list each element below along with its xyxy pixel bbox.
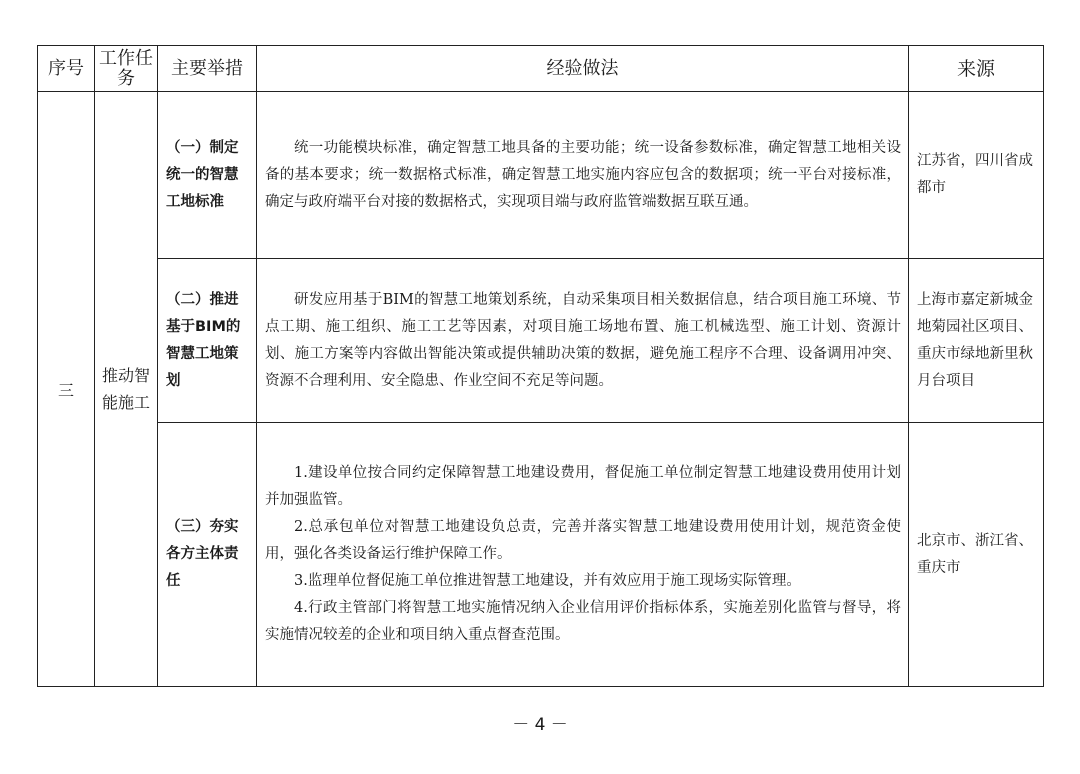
- table-row: [38, 423, 1044, 687]
- measure-cell: （三）夯实各方主体责任: [158, 423, 257, 687]
- source-cell: 上海市嘉定新城金地菊园社区项目、重庆市绿地新里秋月台项目: [909, 259, 1044, 423]
- page-number: － 4 －: [512, 715, 568, 735]
- practice-item-3: 3.监理单位督促施工单位推进智慧工地建设，并有效应用于施工现场实际管理。: [294, 573, 801, 589]
- source-cell: 北京市、浙江省、重庆市: [909, 423, 1044, 687]
- practice-paragraph: 统一功能模块标准，确定智慧工地具备的主要功能；统一设备参数标准，确定智慧工地相关设备的基本要求；统一数据格式标准，确定智慧工地实施内容应包含的数据项；统一平台对接标准，确定与政府端平台对接的数据格式，实现项目端与政府监管端数据互联互通。: [265, 139, 901, 210]
- header-seq: 序号: [38, 46, 95, 92]
- header-measure: 主要举措: [158, 46, 257, 92]
- table-row: [38, 92, 1044, 259]
- experience-table: [37, 45, 1044, 687]
- measure-cell: （二）推进基于BIM的智慧工地策划: [158, 259, 257, 423]
- table-header-row: [38, 46, 1044, 92]
- header-source: 来源: [909, 46, 1044, 92]
- header-task: 工作任务: [95, 46, 158, 92]
- source-cell: 江苏省，四川省成都市: [909, 92, 1044, 259]
- practice-paragraph: 研发应用基于BIM的智慧工地策划系统，自动采集项目相关数据信息，结合项目施工环境、节点工期、施工组织、施工工艺等因素，对项目施工场地布置、施工机械选型、施工计划、资源计划、施工方案等内容做出智能决策或提供辅助决策的数据，避免施工程序不合理、设备调用冲突、资源不合理利用、安全隐患、作业空间不充足等问题。: [265, 291, 901, 389]
- task-cell: 推动智能施工: [95, 92, 158, 687]
- practice-cell: [257, 259, 909, 423]
- practice-cell: [257, 92, 909, 259]
- measure-cell: （一）制定统一的智慧工地标准: [158, 92, 257, 259]
- practice-item-4: 4.行政主管部门将智慧工地实施情况纳入企业信用评价指标体系，实施差别化监管与督导，将实施情况较差的企业和项目纳入重点督查范围。: [265, 600, 901, 643]
- practice-cell: [257, 423, 909, 687]
- table-row: [38, 259, 1044, 423]
- seq-cell: 三: [38, 92, 95, 687]
- header-practice: 经验做法: [257, 46, 909, 92]
- practice-item-1: 1.建设单位按合同约定保障智慧工地建设费用，督促施工单位制定智慧工地建设费用使用计划并加强监管。: [265, 465, 901, 508]
- practice-item-2: 2.总承包单位对智慧工地建设负总责，完善并落实智慧工地建设费用使用计划，规范资金使用，强化各类设备运行维护保障工作。: [265, 519, 901, 562]
